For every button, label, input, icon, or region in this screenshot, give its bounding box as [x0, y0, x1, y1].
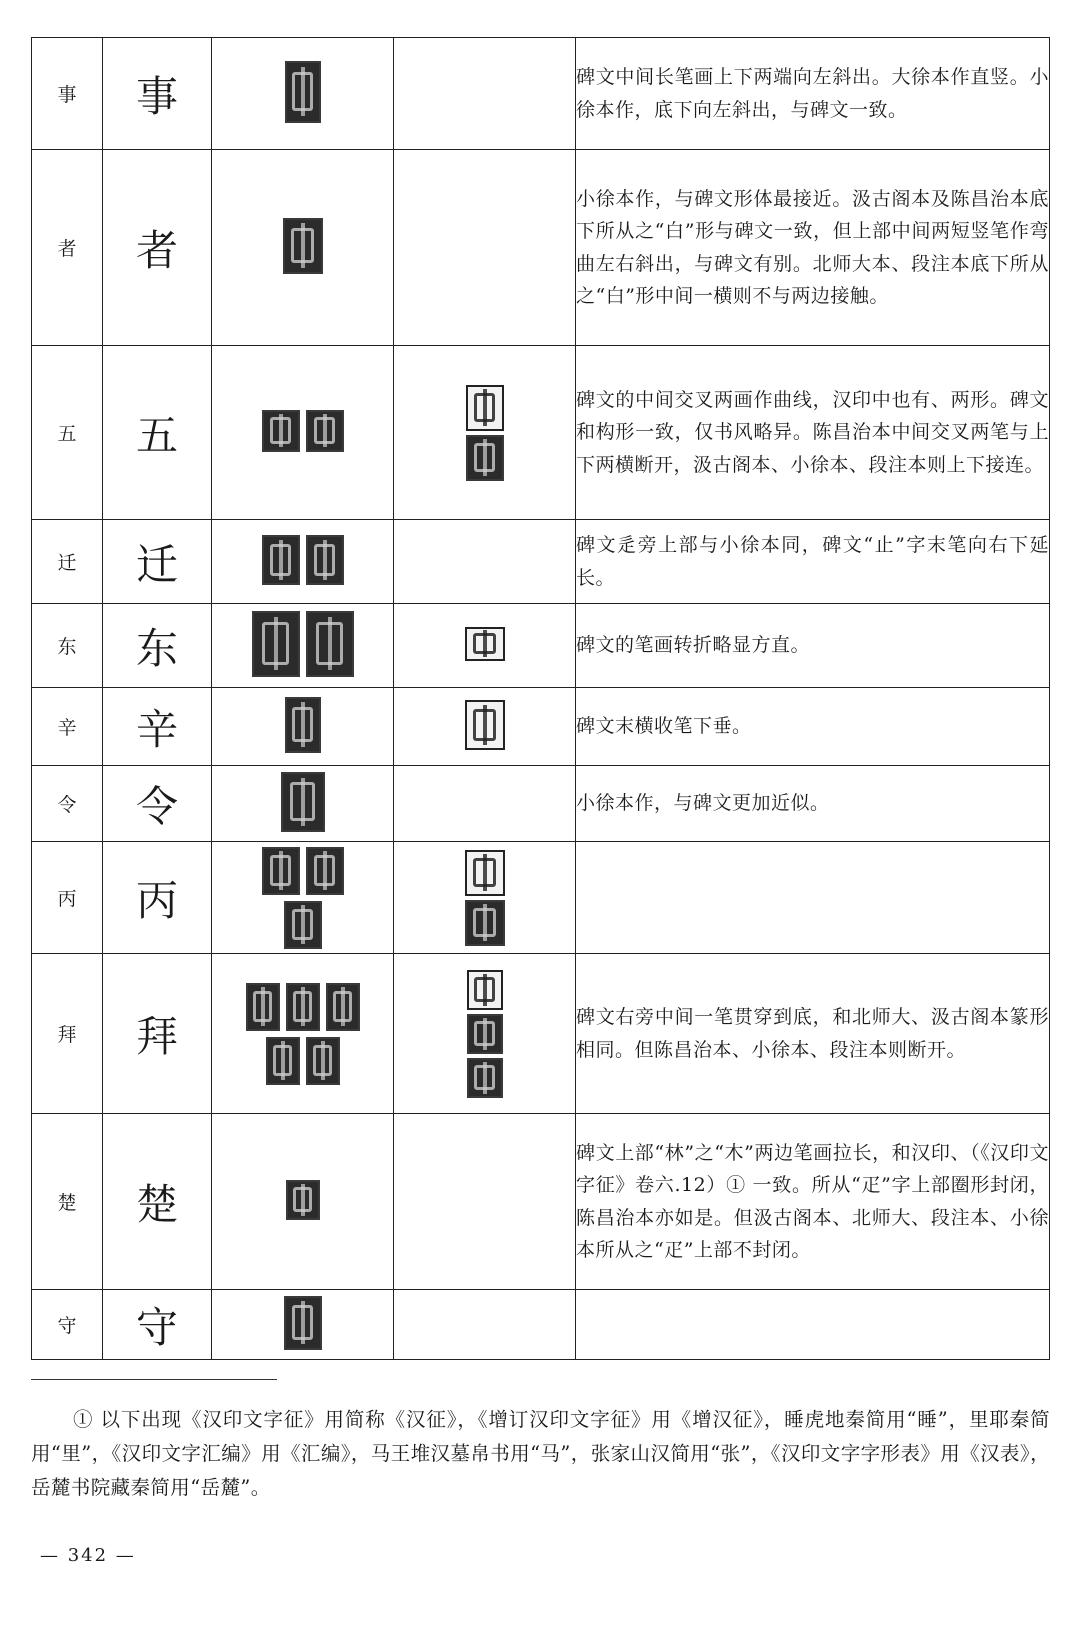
rubbing-image: [465, 627, 505, 661]
stele-rubbing-cell: [212, 1290, 394, 1360]
stele-rubbing-cell: [212, 1114, 394, 1290]
footnote-divider: [31, 1379, 277, 1380]
other-rubbing-cell: [394, 1114, 576, 1290]
rubbing-image: [286, 1180, 320, 1220]
rubbing-image: [306, 410, 344, 452]
rubbing-image: [262, 847, 300, 895]
character-cell: 丙: [32, 842, 103, 954]
note-cell: 碑文的中间交叉两画作曲线，汉印中也有、两形。碑文和构形一致，仅书风略异。陈昌治本中间交叉两笔与上下两横断开，汲古阁本、小徐本、段注本则上下接连。: [576, 346, 1050, 520]
note-cell: [576, 842, 1050, 954]
seal-script-cell: 令: [103, 766, 212, 842]
table-row: [32, 688, 1050, 766]
rubbing-image: [262, 410, 300, 452]
footnote: ① 以下出现《汉印文字征》用简称《汉征》，《增订汉印文字征》用《增汉征》，睡虎地秦简用“睡”，里耶秦简用“里”，《汉印文字汇编》用《汇编》，马王堆汉墓帛书用“马”，张家山汉简用“张”，《汉印文字字形表》用《汉表》，岳麓书院藏秦简用“岳麓”。: [31, 1408, 1050, 1499]
other-rubbing-cell: [394, 38, 576, 150]
rubbing-image: [281, 772, 325, 832]
table-row: [32, 1290, 1050, 1360]
seal-script-cell: 辛: [103, 688, 212, 766]
seal-script-cell: 迁: [103, 520, 212, 604]
stele-rubbing-cell: [212, 842, 394, 954]
character-cell: 五: [32, 346, 103, 520]
seal-script-cell: 拜: [103, 954, 212, 1114]
rubbing-group: [465, 850, 505, 946]
stele-rubbing-cell: [212, 766, 394, 842]
note-cell: 碑文辵旁上部与小徐本同，碑文“止”字末笔向右下延长。: [576, 520, 1050, 604]
other-rubbing-cell: [394, 688, 576, 766]
rubbing-image: [465, 900, 505, 946]
seal-script-cell: 守: [103, 1290, 212, 1360]
note-cell: 碑文上部“林”之“木”两边笔画拉长，和汉印、（《汉印文字征》卷六.12）① 一致。所从“疋”字上部圈形封闭，陈昌治本亦如是。但汲古阁本、北师大、段注本、小徐本所从之“疋”上部不封闭。: [576, 1114, 1050, 1290]
table-row: [32, 38, 1050, 150]
rubbing-group: [262, 410, 344, 452]
rubbing-image: [285, 697, 321, 753]
stele-rubbing-cell: [212, 954, 394, 1114]
stele-rubbing-cell: [212, 604, 394, 688]
rubbing-image: [285, 61, 321, 123]
character-cell: 楚: [32, 1114, 103, 1290]
seal-script-cell: 东: [103, 604, 212, 688]
character-cell: 者: [32, 150, 103, 346]
rubbing-image: [306, 1037, 340, 1085]
character-comparison-table: [31, 37, 1050, 1360]
stele-rubbing-cell: [212, 150, 394, 346]
table-row: [32, 520, 1050, 604]
rubbing-image: [266, 1037, 300, 1085]
other-rubbing-cell: [394, 520, 576, 604]
rubbing-group: [255, 847, 351, 949]
other-rubbing-cell: [394, 346, 576, 520]
seal-script-cell: 者: [103, 150, 212, 346]
character-cell: 事: [32, 38, 103, 150]
character-cell: 守: [32, 1290, 103, 1360]
note-cell: 碑文末横收笔下垂。: [576, 688, 1050, 766]
rubbing-image: [326, 983, 360, 1031]
other-rubbing-cell: [394, 954, 576, 1114]
rubbing-image: [284, 901, 322, 949]
stele-rubbing-cell: [212, 38, 394, 150]
table-row: [32, 604, 1050, 688]
rubbing-group: [238, 983, 368, 1085]
character-cell: 拜: [32, 954, 103, 1114]
rubbing-image: [306, 535, 344, 585]
character-cell: 东: [32, 604, 103, 688]
rubbing-group: [252, 611, 354, 677]
table-row: [32, 766, 1050, 842]
table-row: [32, 346, 1050, 520]
note-cell: 碑文的笔画转折略显方直。: [576, 604, 1050, 688]
rubbing-group: [262, 535, 344, 585]
seal-script-cell: 事: [103, 38, 212, 150]
seal-script-cell: 五: [103, 346, 212, 520]
stele-rubbing-cell: [212, 346, 394, 520]
rubbing-image: [246, 983, 280, 1031]
rubbing-image: [283, 218, 323, 274]
rubbing-image: [467, 1014, 503, 1054]
note-cell: 小徐本作，与碑文形体最接近。汲古阁本及陈昌治本底下所从之“白”形与碑文一致，但上部中间两短竖笔作弯曲左右斜出，与碑文有别。北师大本、段注本底下所从之“白”形中间一横则不与两边接触。: [576, 150, 1050, 346]
character-cell: 辛: [32, 688, 103, 766]
character-cell: 迁: [32, 520, 103, 604]
other-rubbing-cell: [394, 150, 576, 346]
table-row: [32, 150, 1050, 346]
stele-rubbing-cell: [212, 688, 394, 766]
rubbing-image: [467, 970, 503, 1010]
table-row: [32, 954, 1050, 1114]
note-cell: 碑文右旁中间一笔贯穿到底，和北师大、汲古阁本篆形相同。但陈昌治本、小徐本、段注本则断开。: [576, 954, 1050, 1114]
rubbing-image: [284, 1296, 322, 1350]
note-cell: 碑文中间长笔画上下两端向左斜出。大徐本作直竖。小徐本作，底下向左斜出，与碑文一致。: [576, 38, 1050, 150]
other-rubbing-cell: [394, 842, 576, 954]
other-rubbing-cell: [394, 766, 576, 842]
seal-script-cell: 楚: [103, 1114, 212, 1290]
table-row: [32, 842, 1050, 954]
rubbing-group: [467, 970, 503, 1098]
rubbing-image: [465, 850, 505, 896]
rubbing-image: [465, 700, 505, 750]
rubbing-image: [466, 435, 504, 481]
rubbing-image: [252, 611, 300, 677]
note-cell: [576, 1290, 1050, 1360]
rubbing-image: [306, 611, 354, 677]
rubbing-image: [466, 385, 504, 431]
note-cell: 小徐本作，与碑文更加近似。: [576, 766, 1050, 842]
rubbing-image: [286, 983, 320, 1031]
rubbing-group: [466, 385, 504, 481]
table-row: [32, 1114, 1050, 1290]
stele-rubbing-cell: [212, 520, 394, 604]
rubbing-image: [306, 847, 344, 895]
other-rubbing-cell: [394, 604, 576, 688]
rubbing-image: [467, 1058, 503, 1098]
seal-script-cell: 丙: [103, 842, 212, 954]
other-rubbing-cell: [394, 1290, 576, 1360]
rubbing-image: [262, 535, 300, 585]
character-cell: 令: [32, 766, 103, 842]
page-number: — 342 —: [40, 1545, 136, 1566]
